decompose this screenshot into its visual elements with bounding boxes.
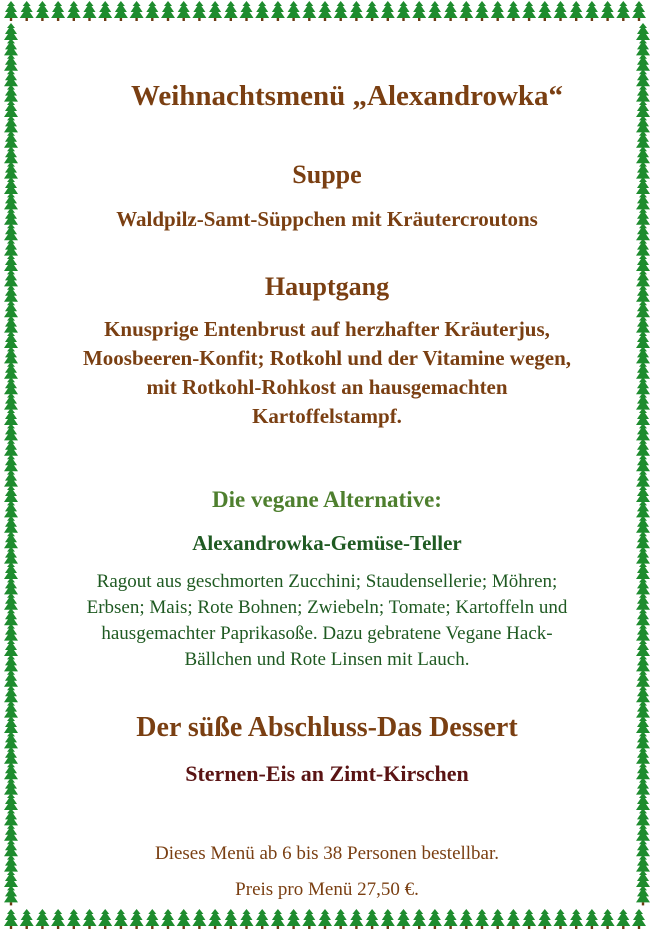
christmas-tree-icon	[554, 1, 568, 21]
christmas-tree-icon	[412, 909, 426, 929]
christmas-tree-icon	[318, 909, 332, 929]
christmas-tree-border-top	[0, 0, 654, 22]
christmas-tree-icon	[271, 909, 285, 929]
christmas-tree-icon	[569, 909, 583, 929]
dessert-dish: Sternen-Eis an Zimt-Kirschen	[185, 761, 469, 786]
christmas-tree-icon	[130, 909, 144, 929]
christmas-tree-icon	[334, 909, 348, 929]
christmas-tree-icon	[522, 1, 536, 21]
christmas-tree-icon	[601, 909, 615, 929]
christmas-tree-icon	[287, 909, 301, 929]
christmas-tree-border-left	[0, 0, 22, 930]
christmas-tree-icon	[35, 909, 49, 929]
christmas-tree-icon	[192, 1, 206, 21]
vegan-line: hausgemachter Paprikasoße. Dazu gebratene Vegane Hack-	[101, 623, 553, 644]
christmas-tree-icon	[459, 1, 473, 21]
christmas-tree-icon	[334, 1, 348, 21]
christmas-tree-icon	[240, 909, 254, 929]
christmas-tree-icon	[83, 1, 97, 21]
christmas-tree-icon	[192, 909, 206, 929]
christmas-tree-icon	[601, 1, 615, 21]
christmas-tree-border-bottom	[0, 908, 654, 930]
main-course-line: Kartoffelstampf.	[252, 404, 402, 428]
dessert-heading: Der süße Abschluss-Das Dessert	[136, 712, 518, 743]
soup-heading: Suppe	[292, 160, 362, 189]
christmas-tree-icon	[318, 1, 332, 21]
vegan-heading: Die vegane Alternative:	[212, 487, 442, 512]
christmas-tree-icon	[397, 909, 411, 929]
vegan-description	[22, 569, 632, 673]
christmas-tree-icon	[208, 1, 222, 21]
christmas-tree-icon	[444, 909, 458, 929]
christmas-tree-icon	[177, 1, 191, 21]
main-course-line: Moosbeeren-Konfit; Rotkohl und der Vitamine wegen,	[82, 346, 572, 370]
christmas-tree-icon	[302, 909, 316, 929]
christmas-tree-icon	[569, 1, 583, 21]
vegan-line: Ragout aus geschmorten Zucchini; Staudensellerie; Möhren;	[96, 571, 558, 592]
christmas-tree-icon	[491, 1, 505, 21]
christmas-tree-icon	[349, 909, 363, 929]
christmas-tree-icon	[349, 1, 363, 21]
christmas-tree-icon	[365, 1, 379, 21]
christmas-tree-icon	[255, 1, 269, 21]
christmas-tree-icon	[145, 909, 159, 929]
christmas-tree-icon	[271, 1, 285, 21]
christmas-tree-icon	[522, 909, 536, 929]
soup-dish: Waldpilz-Samt-Süppchen mit Kräutercroutons	[116, 207, 538, 231]
christmas-tree-icon	[585, 909, 599, 929]
christmas-tree-icon	[161, 1, 175, 21]
christmas-tree-icon	[506, 1, 520, 21]
christmas-tree-icon	[381, 1, 395, 21]
christmas-tree-icon	[83, 909, 97, 929]
main-course-line: mit Rotkohl-Rohkost an hausgemachten	[146, 375, 508, 399]
christmas-tree-icon	[365, 909, 379, 929]
christmas-tree-icon	[98, 909, 112, 929]
christmas-tree-icon	[287, 1, 301, 21]
christmas-tree-icon	[114, 1, 128, 21]
christmas-tree-icon	[506, 909, 520, 929]
christmas-tree-icon	[636, 885, 650, 905]
christmas-tree-icon	[475, 1, 489, 21]
christmas-tree-icon	[554, 909, 568, 929]
christmas-tree-icon	[616, 1, 630, 21]
christmas-tree-icon	[412, 1, 426, 21]
christmas-tree-icon	[4, 885, 18, 905]
christmas-tree-icon	[459, 909, 473, 929]
christmas-tree-icon	[67, 1, 81, 21]
christmas-tree-icon	[145, 1, 159, 21]
main-course-line: Knusprige Entenbrust auf herzhafter Kräuterjus,	[104, 317, 550, 341]
christmas-tree-icon	[177, 909, 191, 929]
christmas-tree-icon	[428, 1, 442, 21]
christmas-tree-icon	[98, 1, 112, 21]
persons-note: Dieses Menü ab 6 bis 38 Personen bestellbar.	[154, 843, 500, 864]
christmas-tree-icon	[444, 1, 458, 21]
christmas-tree-icon	[114, 909, 128, 929]
main-course-description	[22, 315, 632, 431]
menu-card	[22, 22, 632, 908]
christmas-tree-icon	[538, 1, 552, 21]
christmas-tree-icon	[381, 909, 395, 929]
price-note: Preis pro Menü 27,50 €.	[235, 879, 419, 900]
menu-title: Weihnachtsmenü „Alexandrowka“	[130, 80, 564, 112]
christmas-tree-icon	[585, 1, 599, 21]
christmas-tree-icon	[491, 909, 505, 929]
christmas-tree-icon	[302, 1, 316, 21]
vegan-dish: Alexandrowka-Gemüse-Teller	[192, 531, 462, 555]
christmas-tree-icon	[51, 909, 65, 929]
christmas-tree-icon	[161, 909, 175, 929]
christmas-tree-icon	[240, 1, 254, 21]
christmas-tree-icon	[475, 909, 489, 929]
christmas-tree-icon	[255, 909, 269, 929]
vegan-line: Erbsen; Mais; Rote Bohnen; Zwiebeln; Tomate; Kartoffeln und	[86, 597, 568, 618]
christmas-tree-icon	[428, 909, 442, 929]
vegan-line: Bällchen und Rote Linsen mit Lauch.	[184, 649, 470, 670]
christmas-tree-icon	[397, 1, 411, 21]
christmas-tree-icon	[51, 1, 65, 21]
christmas-tree-icon	[35, 1, 49, 21]
christmas-tree-icon	[208, 909, 222, 929]
christmas-tree-icon	[67, 909, 81, 929]
christmas-tree-border-right	[632, 0, 654, 930]
christmas-tree-icon	[224, 909, 238, 929]
christmas-tree-icon	[130, 1, 144, 21]
main-course-heading: Hauptgang	[264, 272, 390, 301]
christmas-tree-icon	[616, 909, 630, 929]
christmas-tree-icon	[538, 909, 552, 929]
christmas-tree-icon	[224, 1, 238, 21]
